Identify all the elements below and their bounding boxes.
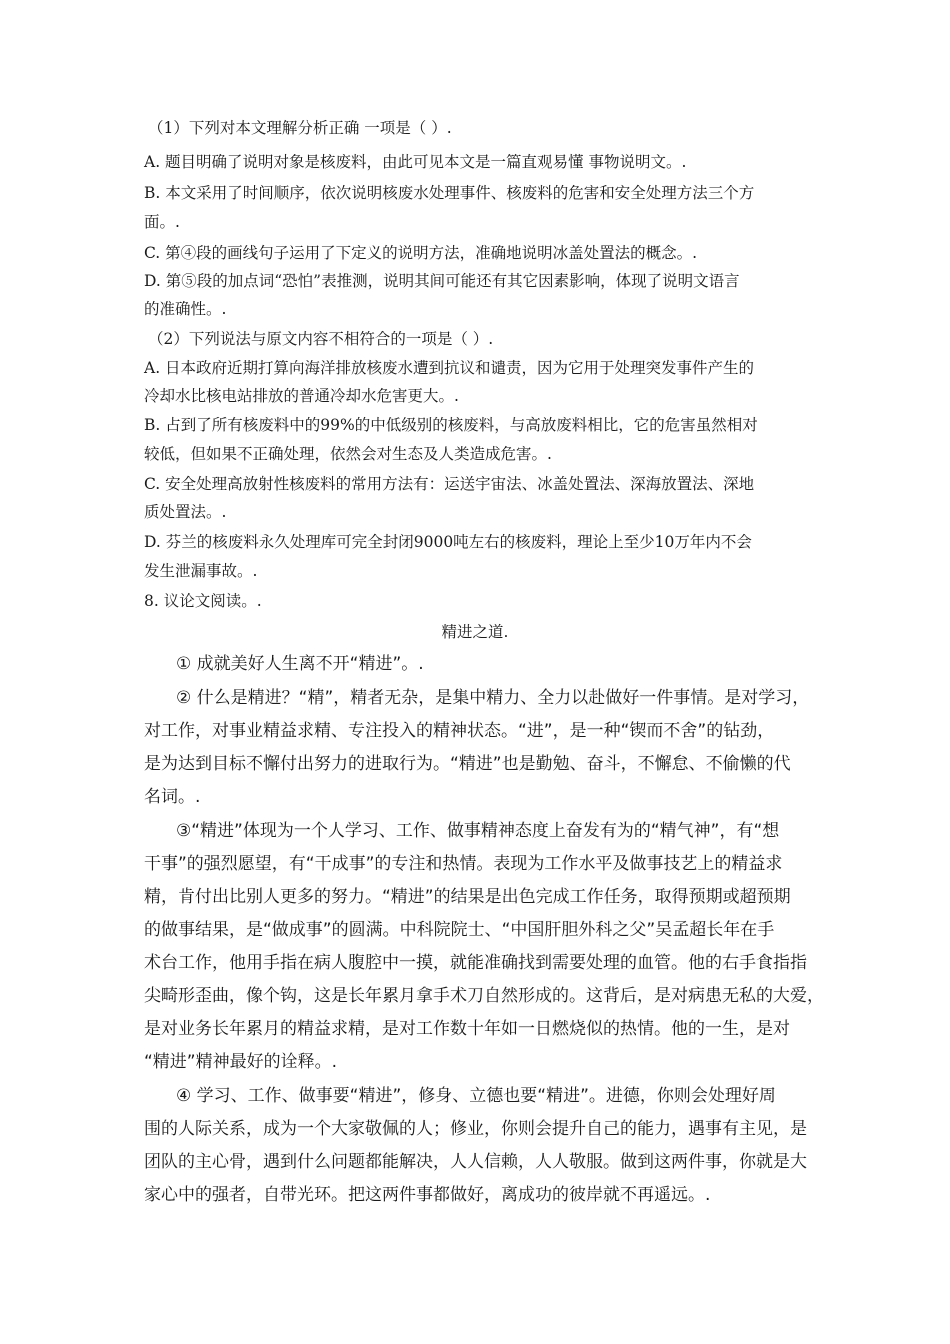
paragraph-3-line2: 干事”的强烈愿望，有“干成事”的专注和热情。表现为工作水平及做事技艺上的精益求 (144, 854, 783, 874)
paragraph-3-line8: “精进”精神最好的诠释。. (144, 1052, 338, 1072)
paragraph-3-line1: ③“精进”体现为一个人学习、工作、做事精神态度上奋发有为的“精气神”，有“想 (176, 821, 780, 841)
q2-option-a-line2: 冷却水比核电站排放的普通冷却水危害更大。. (144, 387, 459, 405)
paragraph-4-line3: 团队的主心骨，遇到什么问题都能解决，人人信赖，人人敬服。做到这两件事，你就是大 (144, 1152, 807, 1172)
paragraph-1: ① 成就美好人生离不开“精进”。. (176, 654, 424, 674)
q2-option-c-line1: C. 安全处理高放射性核废料的常用方法有：运送宇宙法、冰盖处置法、深海放置法、深地 (144, 475, 755, 493)
article-title: 精进之道. (441, 623, 509, 641)
paragraph-2-line4: 名词。. (144, 787, 201, 807)
paragraph-4-line2: 围的人际关系，成为一个大家敬佩的人；修业，你则会提升自己的能力，遇事有主见，是 (144, 1119, 807, 1139)
paragraph-2-line1: ② 什么是精进？“精”，精者无杂，是集中精力、全力以赴做好一件事情。是对学习， (176, 688, 810, 708)
paragraph-3-line6: 尖畸形歪曲，像个钩，这是长年累月拿手术刀自然形成的。这背后，是对病患无私的大爱， (144, 986, 824, 1006)
paragraph-2-line2: 对工作，对事业精益求精、专注投入的精神状态。“进”，是一种“锲而不舍”的钻劲， (144, 721, 775, 741)
q2-stem: （2）下列说法与原文内容不相符合的一项是（ ）. (148, 330, 494, 348)
paragraph-3-line3: 精，肯付出比别人更多的努力。“精进”的结果是出色完成工作任务，取得预期或超预期 (144, 887, 791, 907)
q1-option-b-line2: 面。. (144, 213, 180, 231)
q1-option-c: C. 第④段的画线句子运用了下定义的说明方法，准确地说明冰盖处置法的概念。. (144, 244, 698, 262)
q2-option-d-line2: 发生泄漏事故。. (144, 562, 258, 580)
q1-option-d-line1: D. 第⑤段的加点词“恐怕”表推测，说明其间可能还有其它因素影响，体现了说明文语言 (144, 272, 740, 290)
q1-stem: （1）下列对本文理解分析正确 一项是（ ）. (148, 119, 452, 137)
paragraph-2-line3: 是为达到目标不懈付出努力的进取行为。“精进”也是勤勉、奋斗，不懈怠、不偷懒的代 (144, 754, 791, 774)
paragraph-4-line1: ④ 学习、工作、做事要“精进”，修身、立德也要“精进”。进德，你则会处理好周 (176, 1086, 776, 1106)
q2-option-a-line1: A. 日本政府近期打算向海洋排放核废水遭到抗议和谴责，因为它用于处理突发事件产生的 (144, 359, 755, 377)
section-heading: 8. 议论文阅读。. (144, 592, 262, 610)
paragraph-3-line4: 的做事结果，是“做成事”的圆满。中科院院士、“中国肝胆外科之父”吴孟超长年在手 (144, 920, 775, 940)
q2-option-c-line2: 质处置法。. (144, 503, 227, 521)
q2-option-b-line2: 较低，但如果不正确处理，依然会对生态及人类造成危害。. (144, 445, 552, 463)
paragraph-4-line4: 家心中的强者，自带光环。把这两件事都做好，离成功的彼岸就不再遥远。. (144, 1185, 711, 1205)
q2-option-b-line1: B. 占到了所有核废料中的99%的中低级别的核废料，与高放废料相比，它的危害虽然相对 (144, 416, 758, 434)
q1-option-d-line2: 的准确性。. (144, 300, 227, 318)
q1-option-b-line1: B. 本文采用了时间顺序，依次说明核废水处理事件、核废料的危害和安全处理方法三个方 (144, 184, 755, 202)
q2-option-d-line1: D. 芬兰的核废料永久处理库可完全封闭9000吨左右的核废料，理论上至少10万年内不会 (144, 533, 752, 551)
q1-option-a: A. 题目明确了说明对象是核废料，由此可见本文是一篇直观易懂 事物说明文。. (144, 153, 687, 171)
paragraph-3-line5: 术台工作，他用手指在病人腹腔中一摸，就能准确找到需要处理的血管。他的右手食指指 (144, 953, 807, 973)
paragraph-3-line7: 是对业务长年累月的精益求精，是对工作数十年如一日燃烧似的热情。他的一生，是对 (144, 1019, 790, 1039)
